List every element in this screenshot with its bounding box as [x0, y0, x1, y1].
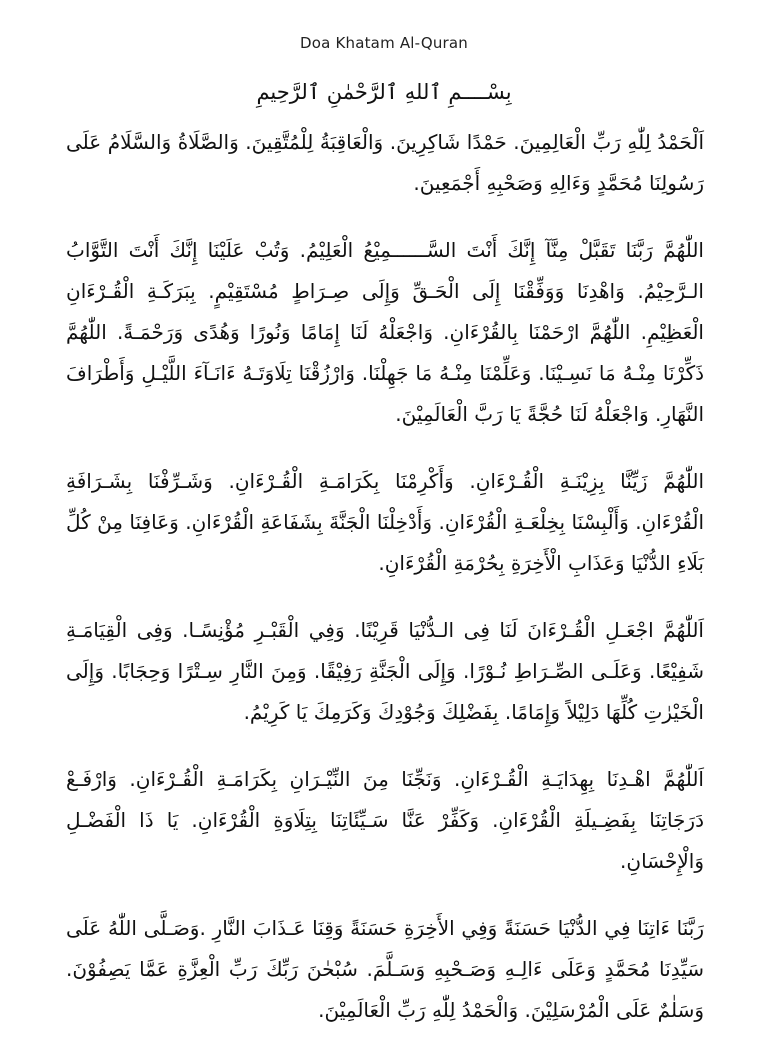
basmala-heading: بِسْــــمِ ٱللهِ ٱلرَّحْمٰنِ ٱلرَّحِيمِ [256, 80, 512, 104]
paragraph-closing-prayer: رَبَّنَا ءَاتِنَا فِي الدُّنْيَا حَسَنَةً وَفِي الأَخِرَةِ حَسَنَةً وَقِنَا عَـذَابَ النَّارِ .وَصَـلَّى اللّٰهُ عَلَى سَيِّدِنَا مُحَمَّدٍ وَعَلَى ءَالِـهِ وَصَـحْبِهِ وَسَـلَّمَ. سُبْحٰنَ رَبِّكَ رَبِّ الْعِزَّةِ عَمَّا يَصِفُوْنَ. وَسَلٰمٌ عَلَى الْمُرْسَلِيْنَ. وَالْحَمْدُ لِلّٰهِ رَبِّ الْعَالَمِيْنَ. [66, 916, 704, 1022]
paragraph-acceptance-prayer: اللّٰهُمَّ رَبَّنَا تَقَبَّلْ مِنَّآ إِنَّكَ أَنْتَ السَّــــــمِيْعُ الْعَلِيْمُ. وَتُبْ عَلَيْنَا إِنَّكَ أَنْتَ التَّوَّابُ الـرَّحِيْمُ. وَاهْدِنَا وَوَفِّقْنَا إِلَى الْحَـقِّ وَإِلَى صِـرَاطٍ مُسْتَقِيْمٍ. بِبَرَكَـةِ الْقُـرْءَانِ الْعَظِيْمِ. اللّٰهُمَّ ارْحَمْنَا بِالقُرْءَانِ. وَاجْعَلْهُ لَنَا إِمَامًا وَنُورًا وَهُدًى وَرَحْمَـةً. اللّٰهُمَّ ذَكِّرْنَا مِنْـهُ مَا نَسِـيْنَا. وَعَلِّمْنَا مِنْـهُ مَا جَهِلْنَا. وَارْزُقْنَا تِلَاوَتَـهُ ءَانَـآءَ اللَّيْـلِ وَأَطْرَافَ النَّهَارِ. وَاجْعَلْهُ لَنَا حُجَّةً يَا رَبَّ الْعَالَمِيْنَ. [66, 238, 704, 426]
paragraph-opening-praise: اَلْحَمْدُ لِلّٰهِ رَبِّ الْعَالِمِينَ. حَمْدًا شَاكِرِينَ. وَالْعَاقِبَةُ لِلْمُتَّقِينَ. وَالصَّلَاةُ وَالسَّلَامُ عَلَى رَسُولِنَا مُحَمَّدٍ وَءَالِهِ وَصَحْبِهِ أَجْمَعِينَ. [66, 130, 704, 195]
prayer-body [66, 122, 704, 1057]
paragraph-companion-prayer: اَللّٰهُمَّ اجْعَـلِ الْقُـرْءَانَ لَنَا فِى الـدُّنْيَا قَرِيْنًا. وَفِي الْقَبْـرِ مُؤْنِسًـا. وَفِى الْقِيَامَـةِ شَفِيْعًا. وَعَلَـى الصِّـرَاطِ نُـوْرًا. وَإِلَى الْجَنَّةِ رَفِيْقًا. وَمِنَ النَّارِ سِـتْرًا وَحِجَابًا. وَإِلَى الْخَيْرٰتِ كُلِّهَا دَلِيْلاً وَإِمَامًا. بِفَضْلِكَ وَجُوْدِكَ وَكَرَمِكَ يَا كَرِيْمُ. [66, 618, 704, 724]
document-title: Doa Khatam Al-Quran [299, 34, 469, 52]
paragraph-guidance-prayer: اَللّٰهُمَّ اهْـدِنَا بِهِدَايَـةِ الْقُـرْءَانِ. وَنَجِّنَا مِنَ النِّيْـرَانِ بِكَرَامَـةِ الْقُـرْءَانِ. وَارْفَـعْ دَرَجَاتِنَا بِفَضِـيلَةِ الْقُرْءَانِ. وَكَفِّرْ عَنَّا سَـيِّئَاتِنَا بِتِلَاوَةِ الْقُرْءَانِ. يَا ذَا الْفَضْـلِ وَالْإِحْسَانِ. [66, 767, 704, 873]
paragraph-adornment-prayer: اللّٰهُمَّ زَيِّنَّا بِزِيْنَـةِ الْقُـرْءَانِ. وَأَكْرِمْنَا بِكَرَامَـةِ الْقُـرْءَانِ. وَشَـرِّفْنَا بِشَـرَافَةِ الْقُرْءَانِ. وَأَلْبِسْنَا بِخِلْعَـةِ الْقُرْءَانِ. وَأَدْخِلْنَا الْجَنَّةَ بِشَفَاعَةِ الْقُرْءَانِ. وَعَافِنَا مِنْ كُلِّ بَلَاءِ الدُّنْيَا وَعَذَابِ الْأَخِرَةِ بِحُرْمَةِ الْقُرْءَانِ. [66, 469, 704, 575]
